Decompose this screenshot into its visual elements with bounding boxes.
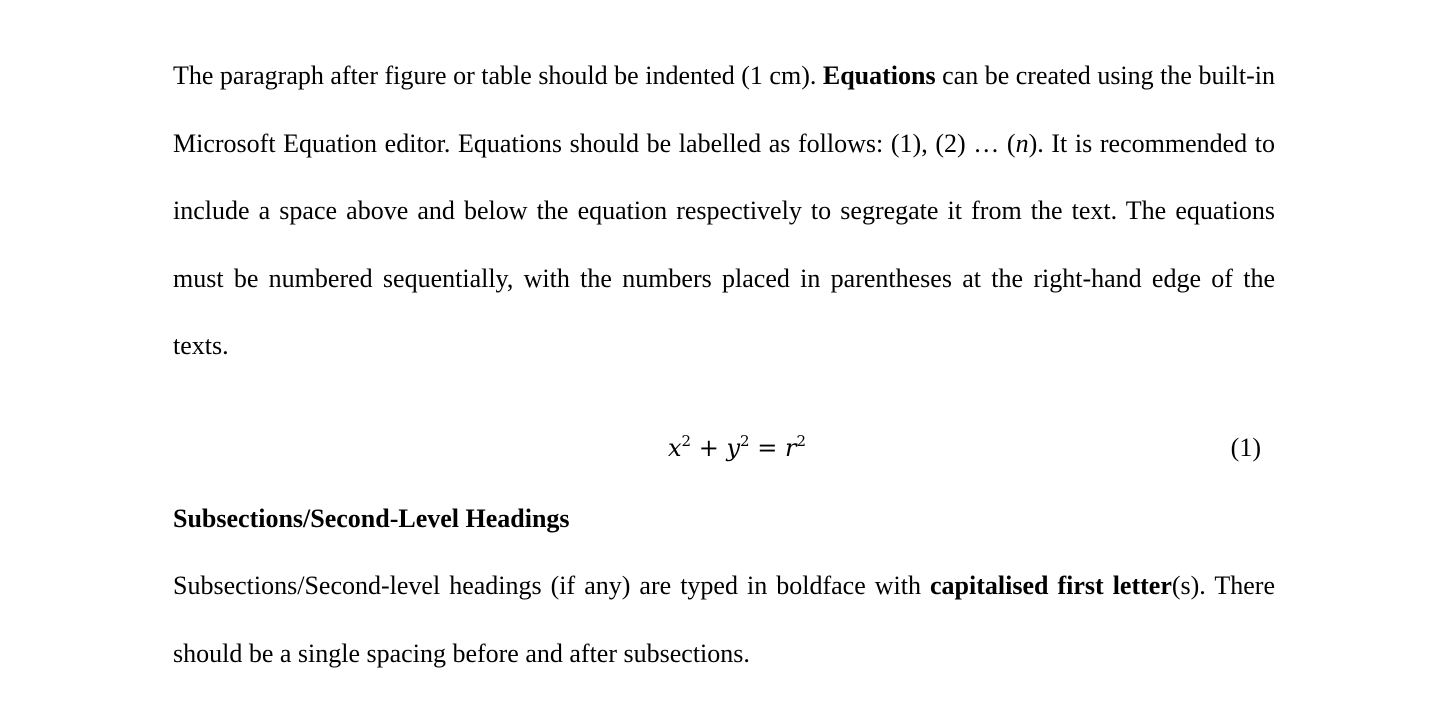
eq-variable-x: x: [668, 433, 682, 462]
body-paragraph-subsections: [173, 552, 1275, 687]
document-page: [173, 42, 1275, 687]
bold-term-equations: Equations: [822, 61, 936, 90]
eq-equals-operator: =: [749, 433, 785, 462]
equation: [668, 418, 806, 478]
section-heading: Subsections/Second-Level Headings: [173, 503, 570, 533]
equation-number: (1): [1230, 432, 1261, 462]
eq-exponent: 2: [681, 431, 692, 450]
bold-term-capitalised: capitalised first letter: [930, 571, 1172, 600]
eq-plus-operator: +: [691, 433, 727, 462]
text-run: Subsections/Second-level headings (if any) are typed in boldface with: [173, 571, 931, 600]
text-run: The paragraph after figure or table should be indented (1 cm).: [173, 61, 823, 90]
eq-exponent: 2: [796, 431, 806, 450]
text-run: ). It is recommended to include a space above and below the equation respectively to segregate it from the text. The equations must be numbered sequentially, with the numbers placed in parentheses at the right-hand edge of the texts.: [173, 128, 1276, 360]
body-paragraph-equations: [173, 42, 1275, 380]
text-run: (s). There should be a single spacing before and after subsections.: [173, 571, 1275, 668]
eq-variable-r: r: [784, 433, 797, 462]
italic-variable-n: n: [1015, 128, 1029, 158]
equation-row: [173, 418, 1275, 485]
text-run: can be created using the built-in Microsoft Equation editor. Equations should be labelled as follows: (1), (2) … (: [173, 61, 1276, 158]
eq-exponent: 2: [740, 431, 750, 450]
eq-variable-y: y: [726, 433, 741, 462]
